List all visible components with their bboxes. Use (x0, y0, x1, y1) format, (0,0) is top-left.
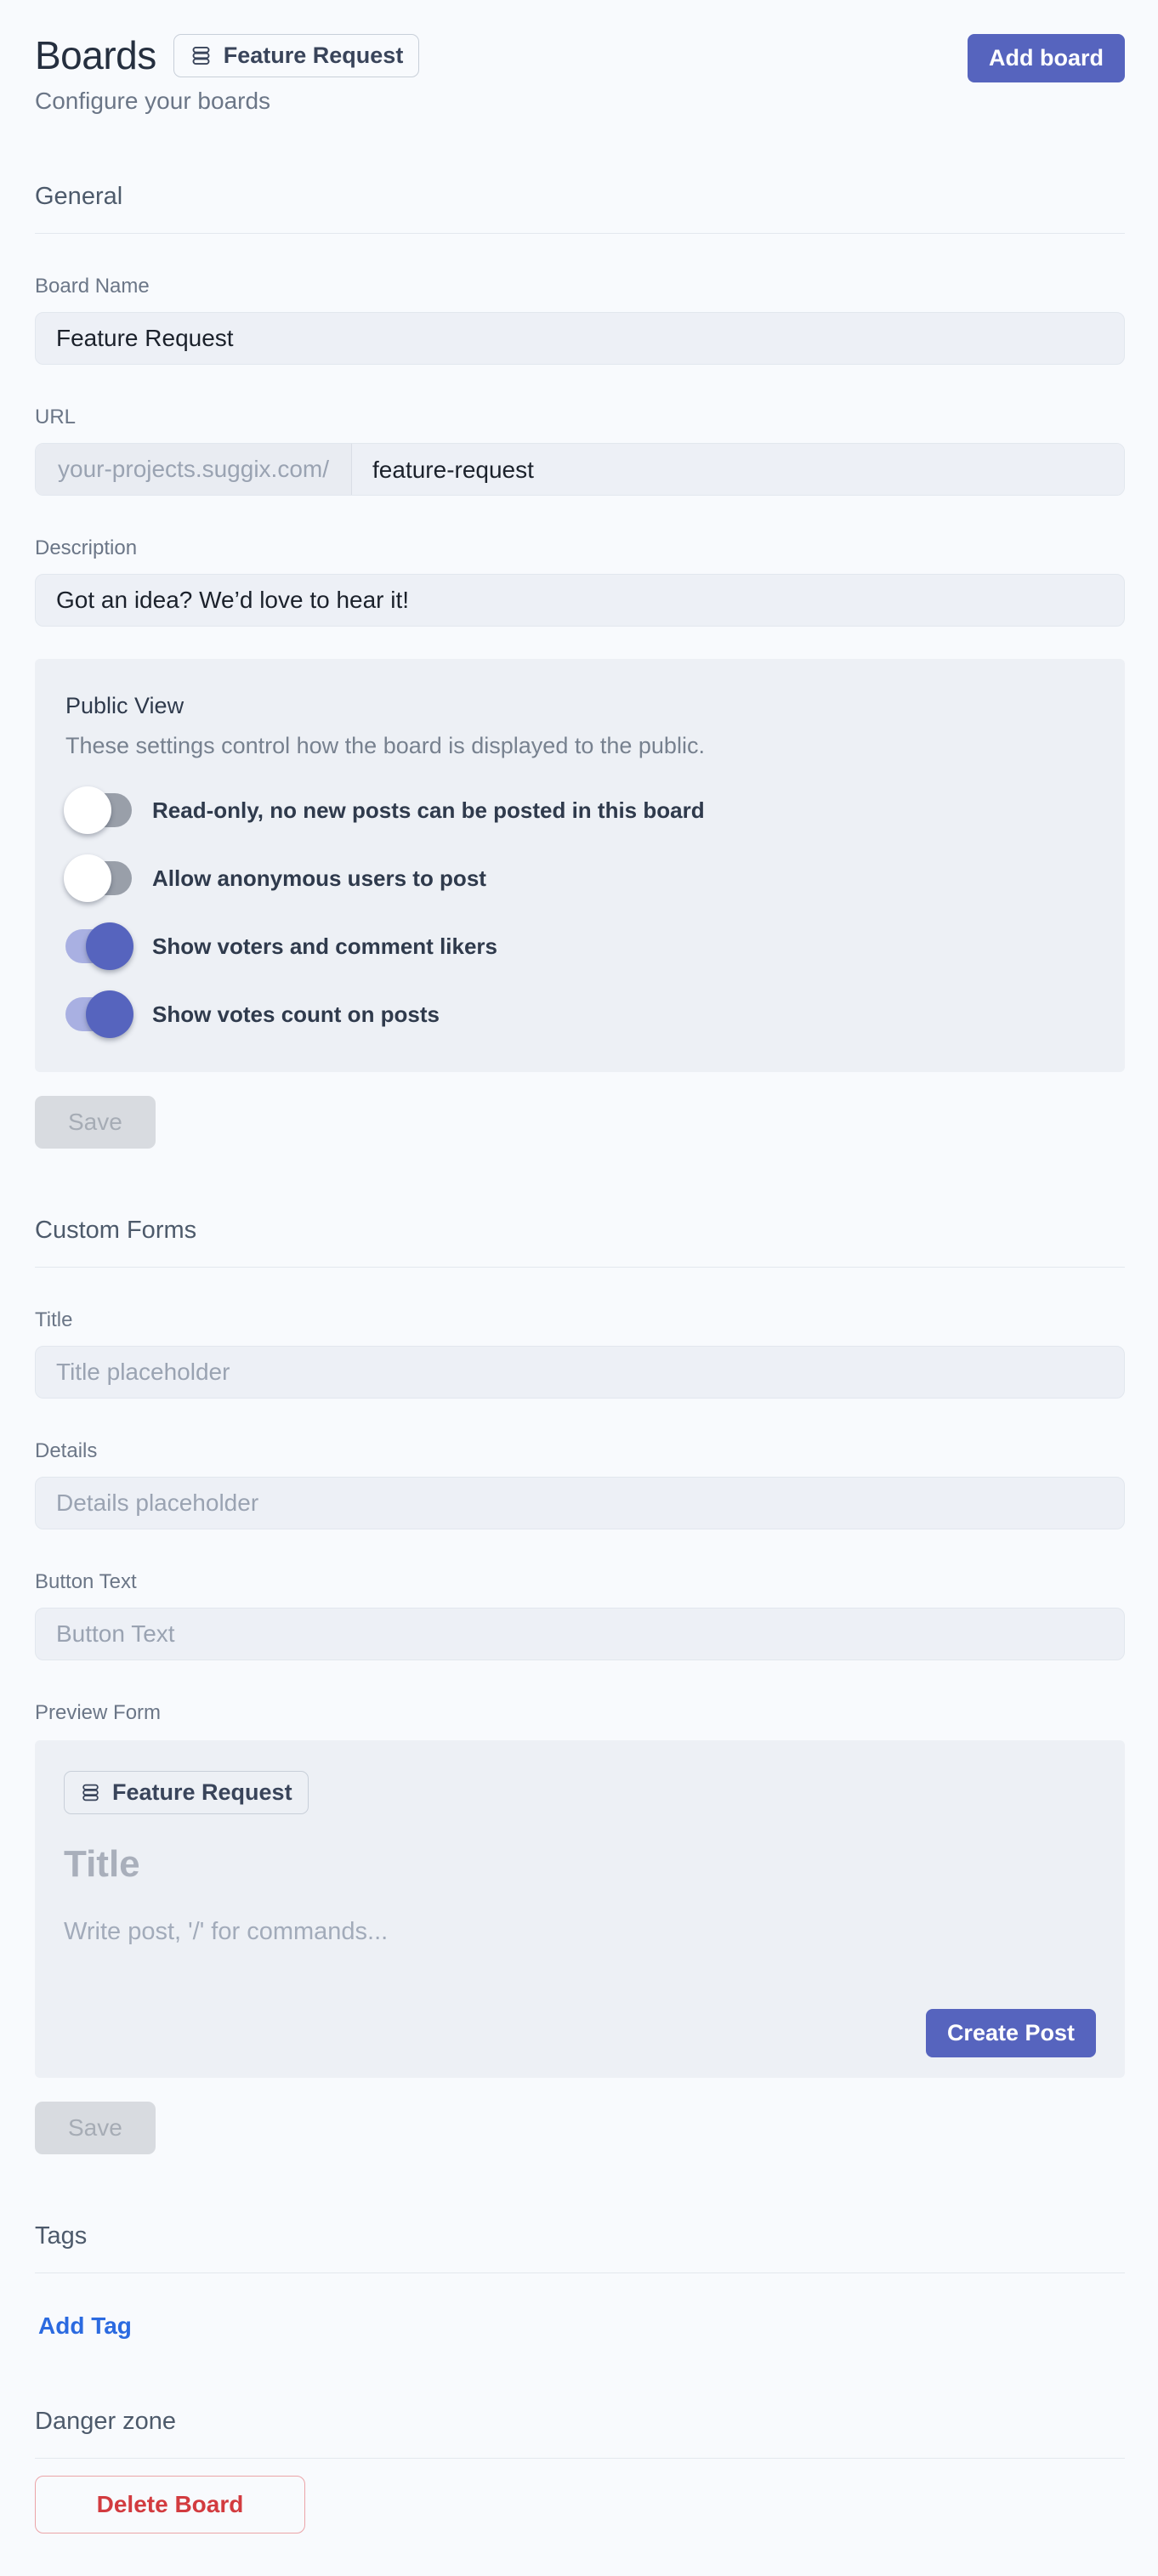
page-header-left (35, 34, 419, 115)
form-title-input[interactable] (35, 1346, 1125, 1399)
url-input-group (35, 443, 1125, 496)
custom-forms-save-button[interactable]: Save (35, 2102, 156, 2154)
show-voters-toggle[interactable] (65, 929, 132, 963)
add-board-button[interactable]: Add board (968, 34, 1125, 82)
toggle-knob (64, 786, 111, 834)
board-name-label: Board Name (35, 275, 150, 298)
preview-title-placeholder[interactable]: Title (64, 1843, 140, 1885)
url-prefix-addon: your-projects.suggix.com/ (36, 444, 352, 495)
general-section-heading: General (35, 183, 123, 210)
toggle-row-anonymous (65, 861, 1094, 895)
preview-chip-label: Feature Request (112, 1779, 292, 1805)
anonymous-post-toggle-label: Allow anonymous users to post (152, 865, 486, 891)
form-button-text-label: Button Text (35, 1570, 137, 1593)
page-subtitle: Configure your boards (35, 88, 271, 114)
board-name-input[interactable] (35, 312, 1125, 365)
description-input[interactable] (35, 574, 1125, 627)
url-label: URL (35, 406, 77, 428)
stacked-rows-icon (190, 44, 213, 67)
form-title-label: Title (35, 1308, 73, 1331)
read-only-toggle-label: Read-only, no new posts can be posted in this board (152, 797, 705, 823)
toggle-knob (86, 990, 133, 1038)
danger-zone-divider (35, 2458, 1125, 2459)
toggle-row-show-votes-count (65, 997, 1094, 1031)
anonymous-post-toggle[interactable] (65, 861, 132, 895)
toggle-row-read-only (65, 793, 1094, 827)
form-details-label: Details (35, 1439, 98, 1462)
toggle-knob (64, 854, 111, 902)
general-save-button[interactable]: Save (35, 1096, 156, 1149)
board-chip-label: Feature Request (223, 43, 404, 68)
delete-board-button[interactable]: Delete Board (35, 2476, 305, 2533)
page-header (35, 34, 1125, 115)
add-tag-link[interactable]: Add Tag (38, 2312, 132, 2339)
board-selector-chip[interactable] (173, 34, 420, 77)
preview-form-label: Preview Form (35, 1701, 162, 1724)
public-view-title: Public View (65, 693, 184, 718)
preview-actions (64, 2009, 1096, 2057)
preview-form-panel (35, 1740, 1125, 2078)
show-voters-toggle-label: Show voters and comment likers (152, 933, 498, 959)
form-button-text-input[interactable] (35, 1608, 1125, 1660)
public-view-subtitle: These settings control how the board is displayed to the public. (65, 733, 705, 758)
general-divider (35, 233, 1125, 234)
form-details-input[interactable] (35, 1477, 1125, 1529)
url-slug-input[interactable] (352, 444, 1124, 496)
custom-forms-divider (35, 1267, 1125, 1268)
page-title: Boards (35, 33, 156, 78)
toggle-row-show-voters (65, 929, 1094, 963)
preview-body-placeholder[interactable]: Write post, '/' for commands... (64, 1918, 389, 1945)
tags-section-heading: Tags (35, 2222, 88, 2250)
toggle-knob (86, 922, 133, 970)
create-post-button[interactable]: Create Post (926, 2009, 1096, 2057)
show-votes-count-toggle-label: Show votes count on posts (152, 1001, 440, 1027)
tags-divider (35, 2272, 1125, 2273)
show-votes-count-toggle[interactable] (65, 997, 132, 1031)
stacked-rows-icon (80, 1782, 101, 1803)
preview-board-chip[interactable] (64, 1771, 309, 1814)
description-label: Description (35, 536, 138, 559)
danger-zone-section-heading: Danger zone (35, 2408, 177, 2435)
read-only-toggle[interactable] (65, 793, 132, 827)
custom-forms-section-heading: Custom Forms (35, 1217, 197, 1244)
public-view-panel (35, 659, 1125, 1072)
